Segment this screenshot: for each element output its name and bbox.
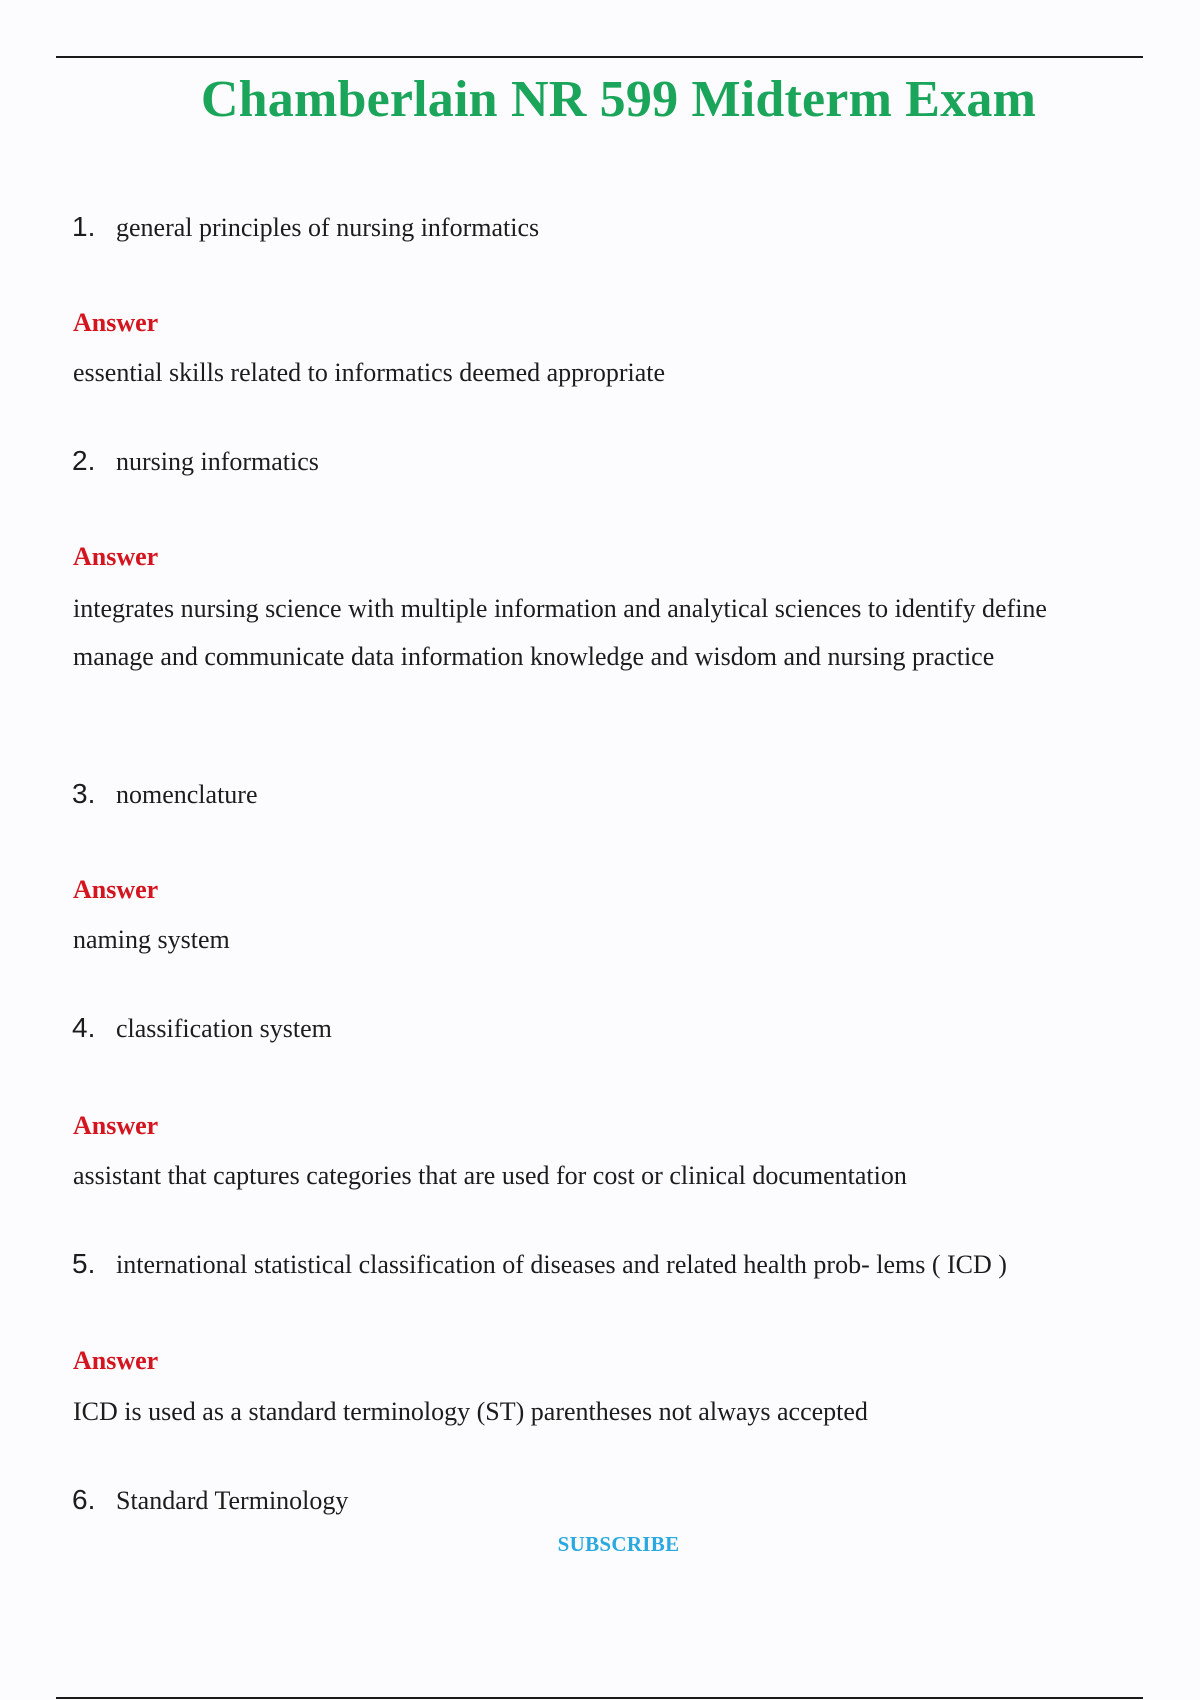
question-5 — [72, 1247, 1007, 1282]
question-1 — [72, 210, 539, 245]
question-text: international statistical classification of diseases and related health prob- lems ( ICD ) — [116, 1250, 1007, 1279]
answer-text-5: ICD is used as a standard terminology (ST) parentheses not always accepted — [73, 1397, 868, 1426]
answer-label-4: Answer — [73, 1111, 159, 1140]
answer-label-3: Answer — [73, 875, 159, 904]
question-2 — [72, 444, 319, 479]
answer-label-2: Answer — [73, 542, 159, 571]
bottom-rule — [56, 1697, 1143, 1699]
question-text: general principles of nursing informatics — [116, 213, 540, 242]
subscribe-link[interactable]: SUBSCRIBE — [557, 1532, 680, 1556]
question-number: 2. — [72, 445, 96, 476]
question-text: nursing informatics — [116, 447, 319, 476]
question-4 — [72, 1011, 332, 1046]
question-text: classification system — [116, 1014, 332, 1043]
question-6 — [72, 1483, 348, 1518]
answer-text-2: integrates nursing science with multiple information and analytical sciences to identify define manage and communicate data information knowledge and wisdom and nursing practice — [73, 594, 1047, 671]
question-3 — [72, 777, 258, 812]
document-title: Chamberlain NR 599 Midterm Exam — [200, 71, 1037, 128]
answer-text-3: naming system — [73, 925, 230, 954]
question-text: Standard Terminology — [116, 1486, 349, 1515]
question-number: 5. — [72, 1248, 96, 1279]
question-text: nomenclature — [116, 780, 258, 809]
question-number: 1. — [72, 211, 96, 242]
top-rule — [56, 56, 1143, 58]
answer-text-4: assistant that captures categories that are used for cost or clinical documentation — [73, 1161, 907, 1190]
answer-label-1: Answer — [73, 308, 159, 337]
question-number: 3. — [72, 778, 96, 809]
answer-text-1: essential skills related to informatics deemed appropriate — [73, 358, 666, 387]
answer-label-5: Answer — [73, 1346, 159, 1375]
question-number: 6. — [72, 1484, 96, 1515]
question-number: 4. — [72, 1012, 96, 1043]
